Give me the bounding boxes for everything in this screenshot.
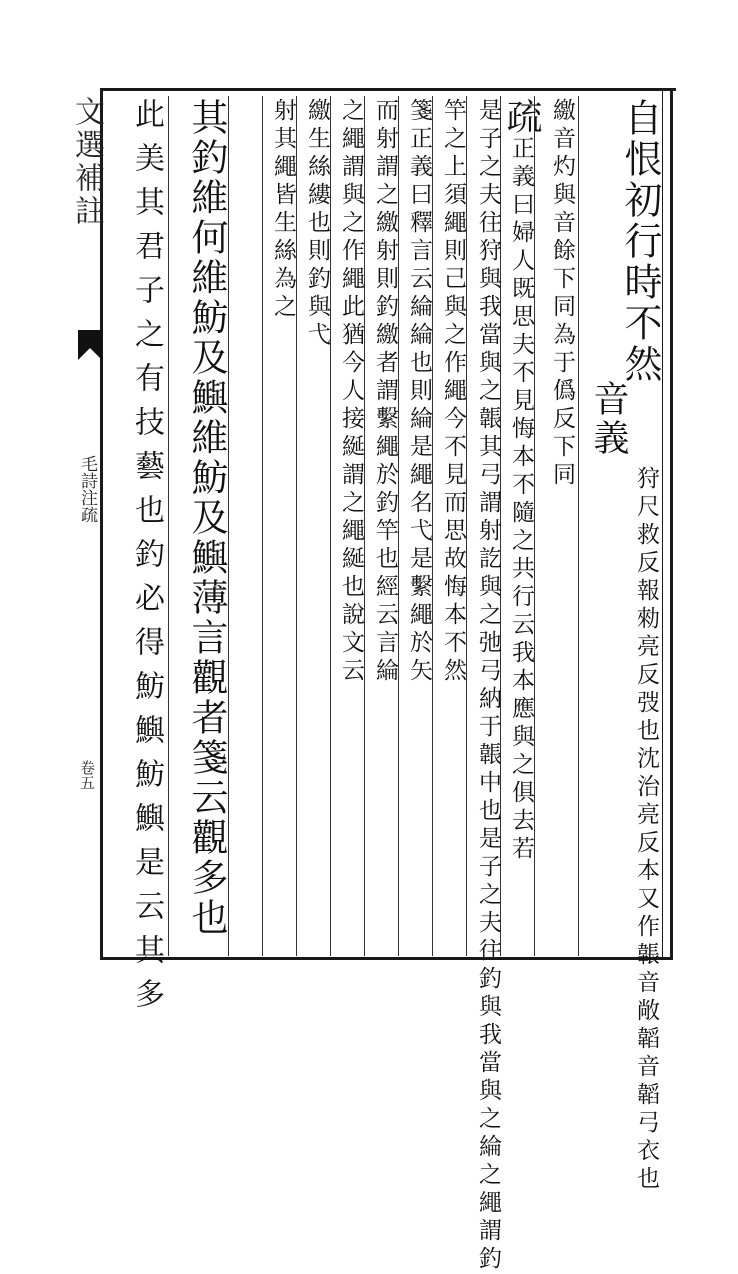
text-column-2 (540, 98, 576, 958)
column-text: 而射謂之繳射則釣繳者謂繫繩於釣竿也經云言綸 (372, 98, 398, 686)
section-marker: 音義 (588, 380, 629, 458)
column-text: 之繩謂與之作繩此猶今人接綖謂之繩綖也說文云 (338, 98, 364, 686)
column-divider (262, 96, 263, 956)
section-marker: 疏 (501, 98, 542, 136)
text-column-9 (299, 98, 331, 958)
spine-title: 文選補註 (69, 96, 104, 228)
column-text: 此美其君子之有技藝也釣必得魴鱮魴鱮是云其多 (129, 98, 164, 1022)
column-text: 狩尺救反報勑亮反弢也沈治亮反本又作韔音敞韜音韜弓衣也 (633, 466, 659, 1194)
frame-right-inner-rule (662, 88, 663, 960)
text-column-1b (622, 466, 660, 1194)
fold-label: 毛詩注疏 (77, 455, 97, 523)
column-divider (578, 96, 579, 956)
column-text: 正義曰婦人既思夫不見悔本不隨之共行云我本應與之俱去若 (508, 136, 534, 864)
frame-top-rule (100, 88, 676, 91)
text-column-11 (172, 98, 228, 958)
text-column-1 (586, 98, 662, 385)
column-text: 射其繩皆生絲為之 (270, 98, 296, 322)
column-text: 繳生絲縷也則釣與弋 (304, 98, 330, 350)
fishtail-mark-icon (78, 330, 102, 360)
text-column-12 (110, 98, 168, 1022)
yin-yi-marker (586, 380, 630, 470)
leaf-number: 卷五 (78, 760, 96, 790)
frame-right-rule (670, 88, 673, 960)
column-text: 繳音灼與音餘下同為于僞反下同 (549, 98, 575, 490)
column-divider (228, 96, 229, 956)
column-text: 其釣維何維魴及鱮維魴及鱮薄言觀者箋云觀多也 (185, 98, 228, 938)
column-text: 自恨初行時不然 (618, 98, 662, 385)
text-column-8 (333, 98, 365, 958)
text-column-3 (501, 98, 542, 958)
text-column-7 (367, 98, 399, 958)
text-column-4 (469, 98, 501, 1274)
text-column-10 (265, 98, 297, 958)
text-column-5 (435, 98, 467, 958)
column-text: 是子之夫往狩與我當與之韔其弓謂射訖與之弛弓納于韔中也是子之夫往釣與我當與之綸之繩謂釣 (475, 98, 501, 1274)
column-text: 箋正義曰釋言云綸綸也則綸是繩名弋是繫繩於矢 (406, 98, 432, 686)
column-divider (168, 96, 169, 956)
column-text: 竿之上須繩則己與之作繩今不見而思故悔本不然 (440, 98, 466, 686)
text-column-6 (401, 98, 433, 958)
